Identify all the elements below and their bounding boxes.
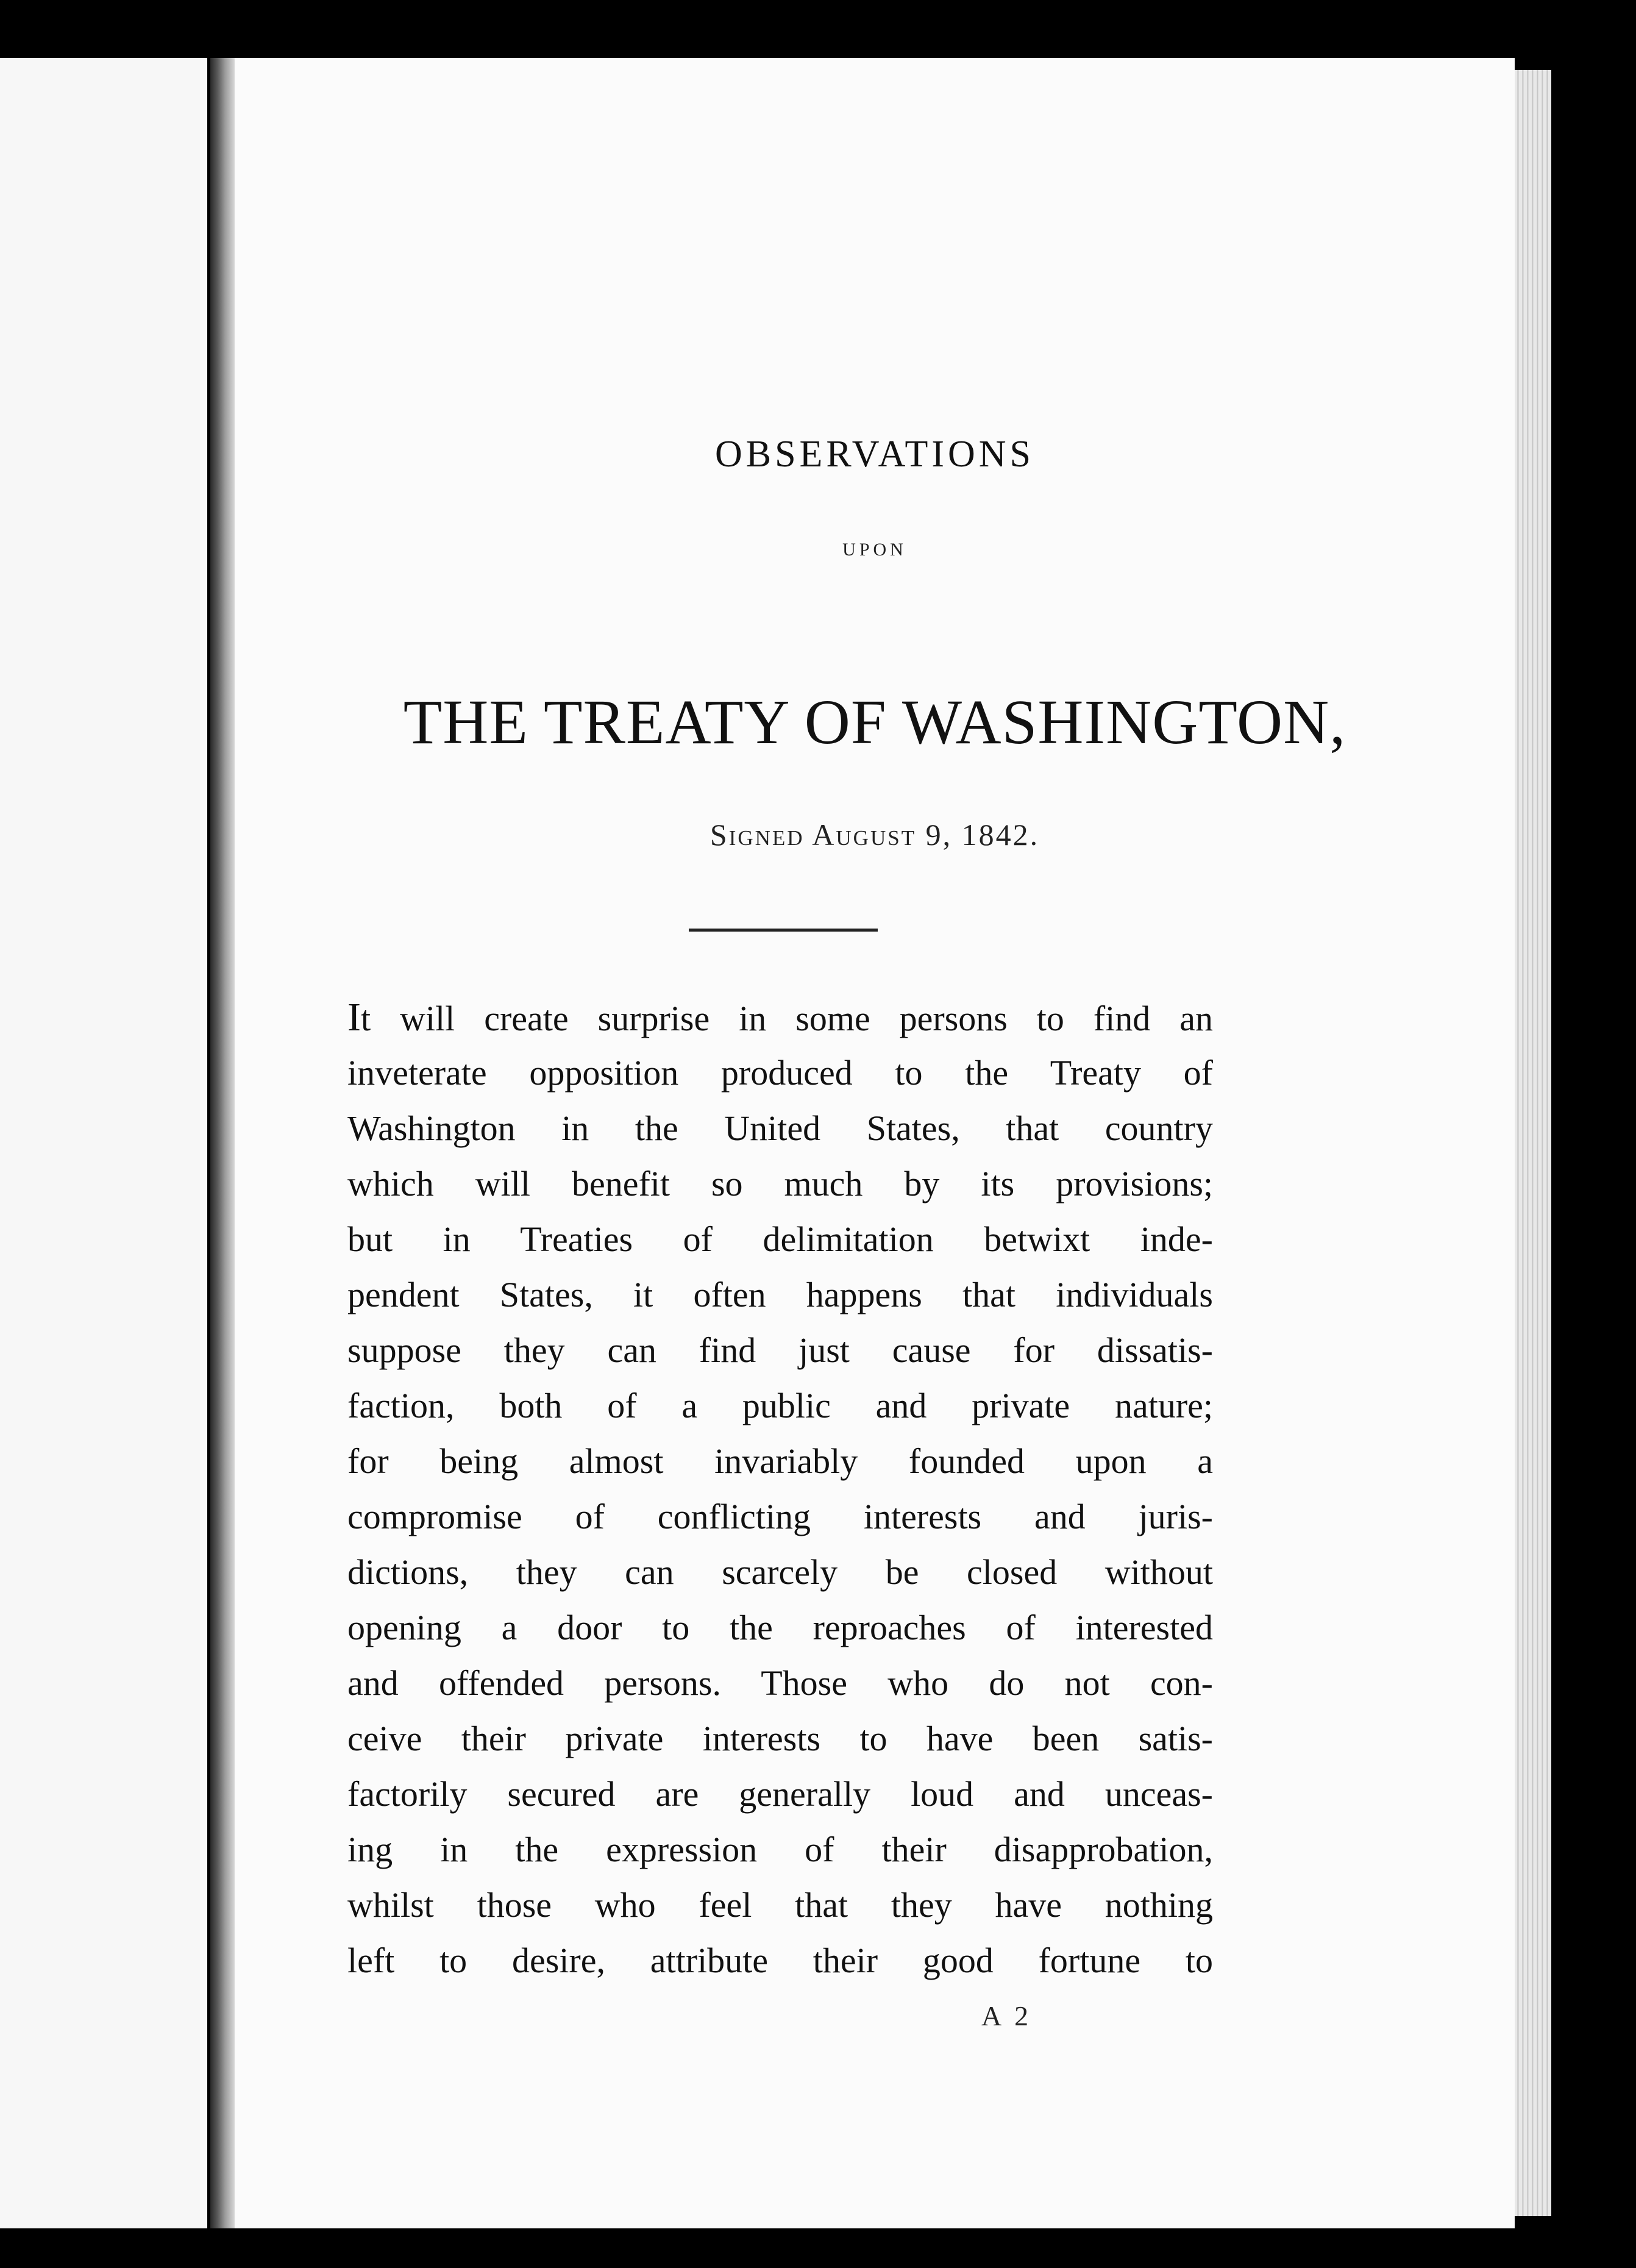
book-page [235, 58, 1515, 2228]
body-line: which will benefit so much by its provisions; [347, 1164, 1213, 1204]
body-line: ceive their private interests to have been satis- [347, 1719, 1213, 1758]
body-line: dictions, they can scarcely be closed without [347, 1552, 1213, 1592]
body-line: whilst those who feel that they have nothing [347, 1885, 1213, 1925]
body-line: ing in the expression of their disapprobation, [347, 1830, 1213, 1869]
signature-mark: A 2 [981, 2000, 1033, 2031]
left-page [0, 58, 207, 2228]
body-line: suppose they can find just cause for dissatis- [347, 1330, 1213, 1370]
body-line: and offended persons. Those who do not con- [347, 1663, 1213, 1703]
body-text [347, 990, 1213, 1989]
body-line: inveterate opposition produced to the Treaty of [347, 1053, 1213, 1093]
body-line: left to desire, attribute their good fortune to [347, 1941, 1213, 1980]
body-line: It will create surprise in some persons to find an [347, 995, 1213, 1040]
body-line: factorily secured are generally loud and unceas- [347, 1774, 1213, 1814]
book-gutter [210, 58, 235, 2228]
body-line: faction, both of a public and private nature; [347, 1386, 1213, 1425]
body-line: for being almost invariably founded upon a [347, 1441, 1213, 1481]
body-line: opening a door to the reproaches of interested [347, 1608, 1213, 1647]
page-title: OBSERVATIONS [714, 433, 1035, 475]
page-edges [1515, 70, 1551, 2216]
title-rule [689, 929, 878, 932]
body-line: Washington in the United States, that country [347, 1108, 1213, 1148]
body-line: pendent States, it often happens that individuals [347, 1275, 1213, 1314]
body-line: compromise of conflicting interests and juris- [347, 1497, 1213, 1536]
signed-date: Signed August 9, 1842. [710, 818, 1040, 852]
page-upon: UPON [842, 540, 907, 560]
body-line: but in Treaties of delimitation betwixt inde- [347, 1219, 1213, 1259]
page-subtitle: THE TREATY OF WASHINGTON, [403, 687, 1346, 757]
